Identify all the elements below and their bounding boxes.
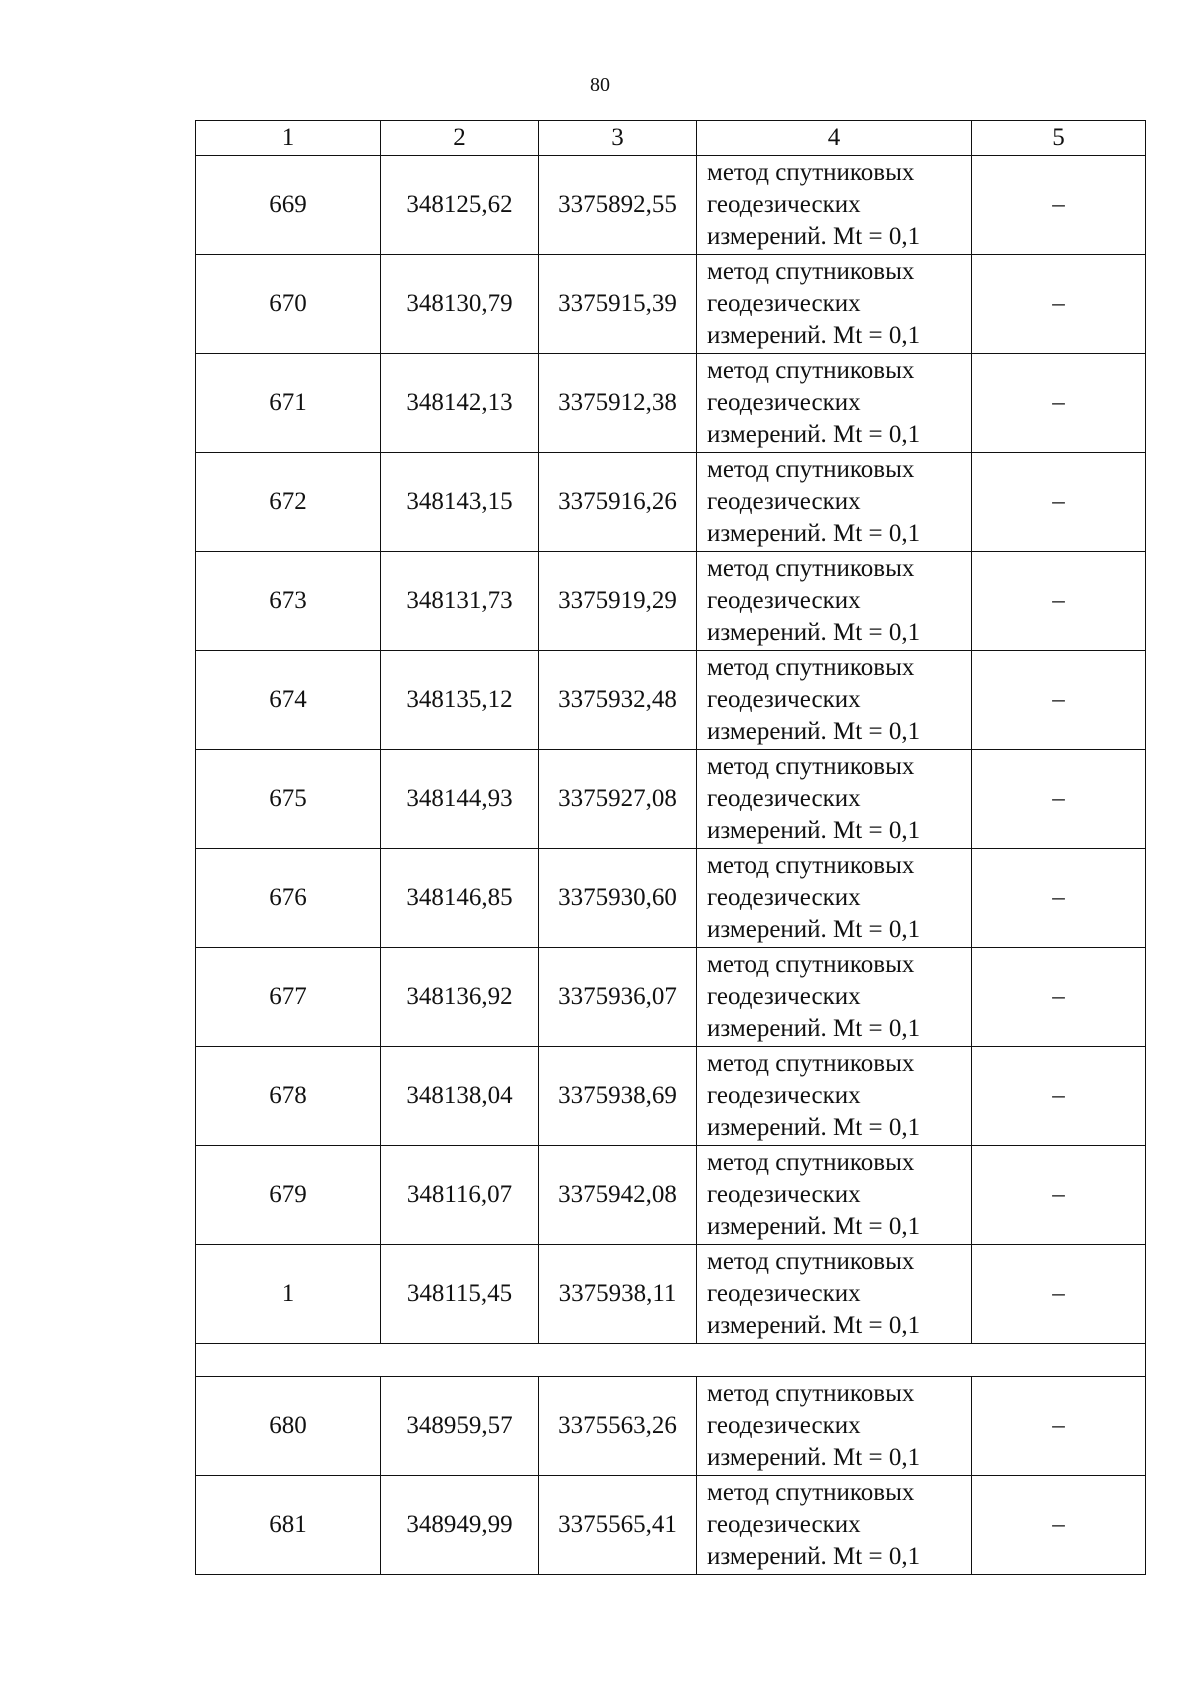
method-line: измерений. Mt = 0,1 bbox=[707, 520, 921, 547]
method-cell bbox=[697, 453, 972, 552]
y-coordinate-cell: 3375892,55 bbox=[539, 156, 697, 255]
point-number-cell: 672 bbox=[196, 453, 381, 552]
separator-cell bbox=[196, 1344, 1146, 1377]
method-cell bbox=[697, 552, 972, 651]
point-number-cell: 670 bbox=[196, 255, 381, 354]
method-line: измерений. Mt = 0,1 bbox=[707, 1444, 921, 1471]
y-coordinate-cell: 3375912,38 bbox=[539, 354, 697, 453]
method-line: метод спутниковых bbox=[707, 1050, 915, 1077]
point-number-cell: 675 bbox=[196, 750, 381, 849]
header-col-5: 5 bbox=[972, 121, 1146, 156]
method-line: геодезических bbox=[707, 1412, 861, 1439]
table-row bbox=[196, 948, 1146, 1047]
method-line: геодезических bbox=[707, 488, 861, 515]
page-number: 80 bbox=[590, 74, 610, 96]
method-line: измерений. Mt = 0,1 bbox=[707, 1213, 921, 1240]
method-cell bbox=[697, 948, 972, 1047]
x-coordinate-cell: 348115,45 bbox=[381, 1245, 539, 1344]
point-number-cell: 680 bbox=[196, 1377, 381, 1476]
x-coordinate-cell: 348135,12 bbox=[381, 651, 539, 750]
x-coordinate-cell: 348146,85 bbox=[381, 849, 539, 948]
method-line: метод спутниковых bbox=[707, 159, 915, 186]
y-coordinate-cell: 3375565,41 bbox=[539, 1476, 697, 1575]
table-row bbox=[196, 1377, 1146, 1476]
point-number-cell: 677 bbox=[196, 948, 381, 1047]
y-coordinate-cell: 3375938,69 bbox=[539, 1047, 697, 1146]
method-line: измерений. Mt = 0,1 bbox=[707, 322, 921, 349]
y-coordinate-cell: 3375930,60 bbox=[539, 849, 697, 948]
method-line: метод спутниковых bbox=[707, 357, 915, 384]
header-col-4: 4 bbox=[697, 121, 972, 156]
table-row bbox=[196, 849, 1146, 948]
method-line: измерений. Mt = 0,1 bbox=[707, 619, 921, 646]
table-row bbox=[196, 552, 1146, 651]
method-line: геодезических bbox=[707, 587, 861, 614]
method-cell bbox=[697, 156, 972, 255]
point-number-cell: 673 bbox=[196, 552, 381, 651]
column-5-cell: – bbox=[972, 453, 1146, 552]
method-line: метод спутниковых bbox=[707, 555, 915, 582]
column-5-cell: – bbox=[972, 849, 1146, 948]
method-cell bbox=[697, 1047, 972, 1146]
point-number-cell: 678 bbox=[196, 1047, 381, 1146]
method-line: измерений. Mt = 0,1 bbox=[707, 718, 921, 745]
x-coordinate-cell: 348959,57 bbox=[381, 1377, 539, 1476]
method-line: метод спутниковых bbox=[707, 456, 915, 483]
point-number-cell: 669 bbox=[196, 156, 381, 255]
method-line: метод спутниковых bbox=[707, 1149, 915, 1176]
x-coordinate-cell: 348136,92 bbox=[381, 948, 539, 1047]
method-line: метод спутниковых bbox=[707, 258, 915, 285]
y-coordinate-cell: 3375927,08 bbox=[539, 750, 697, 849]
table-body bbox=[196, 156, 1146, 1575]
y-coordinate-cell: 3375938,11 bbox=[539, 1245, 697, 1344]
table-row bbox=[196, 255, 1146, 354]
header-col-1: 1 bbox=[196, 121, 381, 156]
method-cell bbox=[697, 354, 972, 453]
table-row bbox=[196, 453, 1146, 552]
method-line: геодезических bbox=[707, 290, 861, 317]
method-line: измерений. Mt = 0,1 bbox=[707, 1015, 921, 1042]
method-line: геодезических bbox=[707, 1082, 861, 1109]
point-number-cell: 676 bbox=[196, 849, 381, 948]
point-number-cell: 681 bbox=[196, 1476, 381, 1575]
method-cell bbox=[697, 1476, 972, 1575]
method-line: геодезических bbox=[707, 686, 861, 713]
column-5-cell: – bbox=[972, 1245, 1146, 1344]
method-line: измерений. Mt = 0,1 bbox=[707, 1114, 921, 1141]
method-cell bbox=[697, 1377, 972, 1476]
x-coordinate-cell: 348144,93 bbox=[381, 750, 539, 849]
method-line: метод спутниковых bbox=[707, 753, 915, 780]
column-5-cell: – bbox=[972, 354, 1146, 453]
table-row bbox=[196, 1476, 1146, 1575]
table-row bbox=[196, 156, 1146, 255]
method-line: метод спутниковых bbox=[707, 1248, 915, 1275]
column-5-cell: – bbox=[972, 948, 1146, 1047]
method-line: измерений. Mt = 0,1 bbox=[707, 223, 921, 250]
method-line: геодезических bbox=[707, 884, 861, 911]
x-coordinate-cell: 348138,04 bbox=[381, 1047, 539, 1146]
method-line: геодезических bbox=[707, 389, 861, 416]
column-5-cell: – bbox=[972, 156, 1146, 255]
y-coordinate-cell: 3375942,08 bbox=[539, 1146, 697, 1245]
x-coordinate-cell: 348131,73 bbox=[381, 552, 539, 651]
column-5-cell: – bbox=[972, 651, 1146, 750]
method-cell bbox=[697, 750, 972, 849]
method-line: метод спутниковых bbox=[707, 1479, 915, 1506]
x-coordinate-cell: 348949,99 bbox=[381, 1476, 539, 1575]
point-number-cell: 1 bbox=[196, 1245, 381, 1344]
point-number-cell: 674 bbox=[196, 651, 381, 750]
method-line: измерений. Mt = 0,1 bbox=[707, 421, 921, 448]
method-cell bbox=[697, 255, 972, 354]
point-number-cell: 679 bbox=[196, 1146, 381, 1245]
table-row bbox=[196, 1245, 1146, 1344]
method-cell bbox=[697, 1146, 972, 1245]
method-line: геодезических bbox=[707, 1280, 861, 1307]
table-row bbox=[196, 1047, 1146, 1146]
method-line: измерений. Mt = 0,1 bbox=[707, 817, 921, 844]
column-5-cell: – bbox=[972, 750, 1146, 849]
y-coordinate-cell: 3375932,48 bbox=[539, 651, 697, 750]
method-line: измерений. Mt = 0,1 bbox=[707, 916, 921, 943]
separator-row bbox=[196, 1344, 1146, 1377]
method-line: геодезических bbox=[707, 983, 861, 1010]
table-row bbox=[196, 651, 1146, 750]
method-line: геодезических bbox=[707, 785, 861, 812]
table-row bbox=[196, 354, 1146, 453]
y-coordinate-cell: 3375915,39 bbox=[539, 255, 697, 354]
column-5-cell: – bbox=[972, 255, 1146, 354]
table-row bbox=[196, 1146, 1146, 1245]
column-5-cell: – bbox=[972, 1146, 1146, 1245]
method-line: геодезических bbox=[707, 1181, 861, 1208]
y-coordinate-cell: 3375919,29 bbox=[539, 552, 697, 651]
method-line: геодезических bbox=[707, 1511, 861, 1538]
method-line: метод спутниковых bbox=[707, 852, 915, 879]
header-col-2: 2 bbox=[381, 121, 539, 156]
y-coordinate-cell: 3375936,07 bbox=[539, 948, 697, 1047]
coordinates-table bbox=[195, 120, 1146, 1575]
column-5-cell: – bbox=[972, 1476, 1146, 1575]
method-cell bbox=[697, 651, 972, 750]
column-5-cell: – bbox=[972, 1377, 1146, 1476]
method-cell bbox=[697, 1245, 972, 1344]
method-line: метод спутниковых bbox=[707, 951, 915, 978]
method-line: метод спутниковых bbox=[707, 654, 915, 681]
x-coordinate-cell: 348125,62 bbox=[381, 156, 539, 255]
method-line: метод спутниковых bbox=[707, 1380, 915, 1407]
column-5-cell: – bbox=[972, 552, 1146, 651]
x-coordinate-cell: 348116,07 bbox=[381, 1146, 539, 1245]
method-line: измерений. Mt = 0,1 bbox=[707, 1312, 921, 1339]
x-coordinate-cell: 348130,79 bbox=[381, 255, 539, 354]
y-coordinate-cell: 3375916,26 bbox=[539, 453, 697, 552]
y-coordinate-cell: 3375563,26 bbox=[539, 1377, 697, 1476]
header-row bbox=[196, 121, 1146, 156]
header-col-3: 3 bbox=[539, 121, 697, 156]
x-coordinate-cell: 348143,15 bbox=[381, 453, 539, 552]
method-cell bbox=[697, 849, 972, 948]
table-row bbox=[196, 750, 1146, 849]
point-number-cell: 671 bbox=[196, 354, 381, 453]
x-coordinate-cell: 348142,13 bbox=[381, 354, 539, 453]
method-line: измерений. Mt = 0,1 bbox=[707, 1543, 921, 1570]
column-5-cell: – bbox=[972, 1047, 1146, 1146]
method-line: геодезических bbox=[707, 191, 861, 218]
